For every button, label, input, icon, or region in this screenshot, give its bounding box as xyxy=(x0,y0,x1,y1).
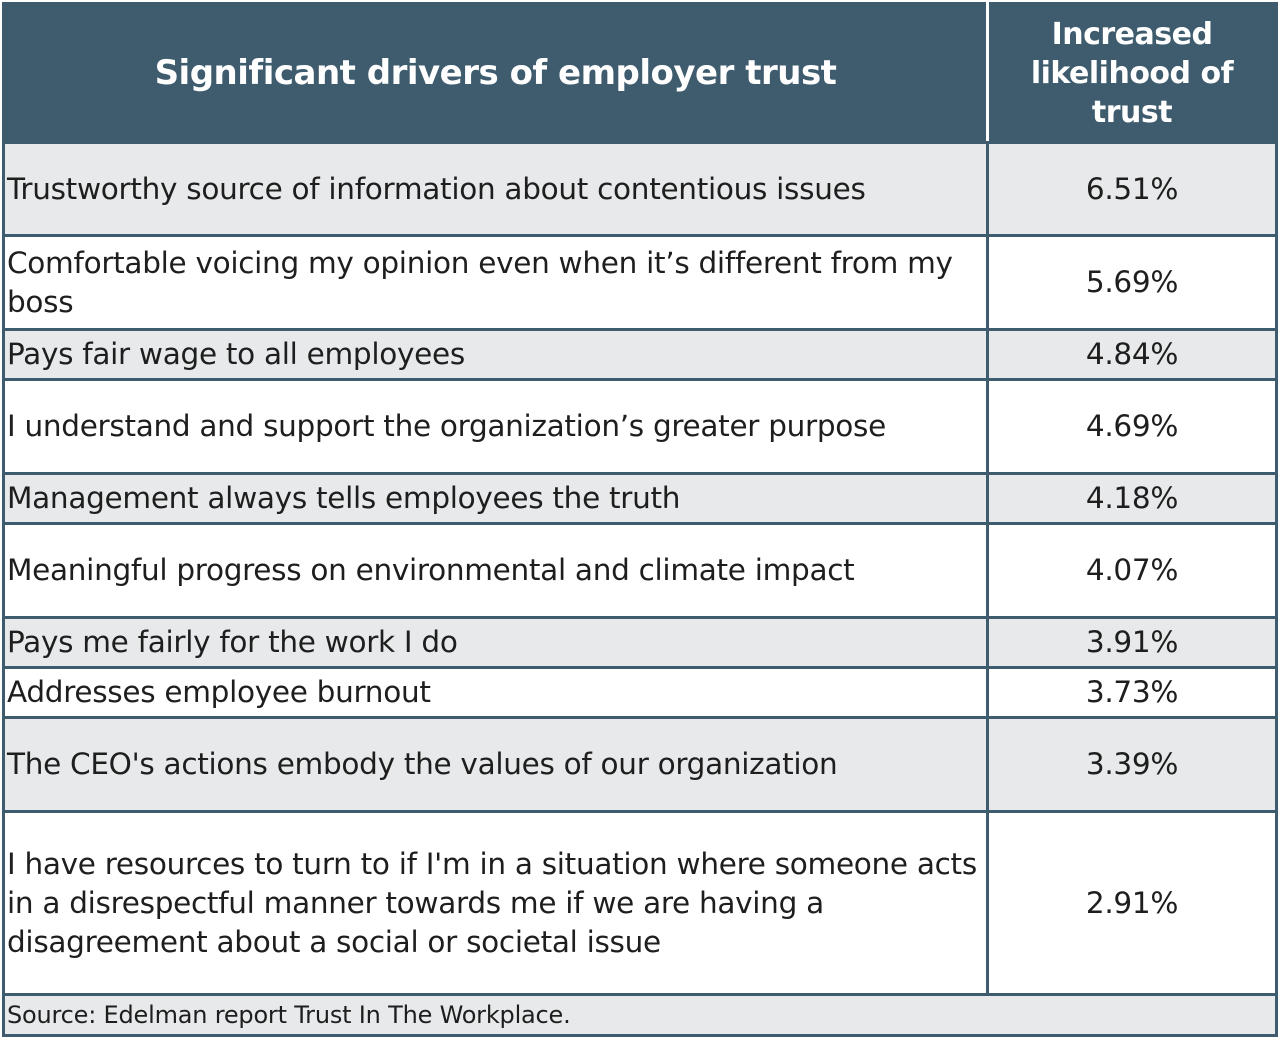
table-row xyxy=(4,668,1277,718)
driver-cell: Management always tells employees the truth xyxy=(4,474,988,524)
value-cell: 3.91% xyxy=(988,618,1277,668)
value-cell: 4.18% xyxy=(988,474,1277,524)
value-cell: 4.84% xyxy=(988,330,1277,380)
table-row xyxy=(4,474,1277,524)
value-cell: 4.07% xyxy=(988,524,1277,618)
table-row xyxy=(4,812,1277,995)
table-row xyxy=(4,143,1277,236)
driver-cell: The CEO's actions embody the values of our organization xyxy=(4,718,988,812)
table-row xyxy=(4,524,1277,618)
driver-cell: I have resources to turn to if I'm in a situation where someone acts in a disrespectful manner towards me if we are having a disagreement about a social or societal issue xyxy=(4,812,988,995)
trust-drivers-table xyxy=(2,2,1278,1037)
value-cell: 4.69% xyxy=(988,380,1277,474)
value-cell: 3.39% xyxy=(988,718,1277,812)
value-cell: 2.91% xyxy=(988,812,1277,995)
trust-drivers-table-container xyxy=(2,2,1275,1037)
driver-cell: Trustworthy source of information about contentious issues xyxy=(4,143,988,236)
table-row xyxy=(4,718,1277,812)
header-drivers: Significant drivers of employer trust xyxy=(4,4,988,143)
source-note: Source: Edelman report Trust In The Workplace. xyxy=(4,995,1277,1036)
table-header-row xyxy=(4,4,1277,143)
driver-cell: I understand and support the organization’s greater purpose xyxy=(4,380,988,474)
table-row xyxy=(4,330,1277,380)
driver-cell: Comfortable voicing my opinion even when it’s different from my boss xyxy=(4,236,988,330)
driver-cell: Pays me fairly for the work I do xyxy=(4,618,988,668)
value-cell: 6.51% xyxy=(988,143,1277,236)
value-cell: 5.69% xyxy=(988,236,1277,330)
driver-cell: Meaningful progress on environmental and climate impact xyxy=(4,524,988,618)
source-row xyxy=(4,995,1277,1036)
value-cell: 3.73% xyxy=(988,668,1277,718)
driver-cell: Addresses employee burnout xyxy=(4,668,988,718)
driver-cell: Pays fair wage to all employees xyxy=(4,330,988,380)
header-likelihood: Increased likelihood of trust xyxy=(988,4,1277,143)
table-row xyxy=(4,618,1277,668)
table-row xyxy=(4,380,1277,474)
table-row xyxy=(4,236,1277,330)
